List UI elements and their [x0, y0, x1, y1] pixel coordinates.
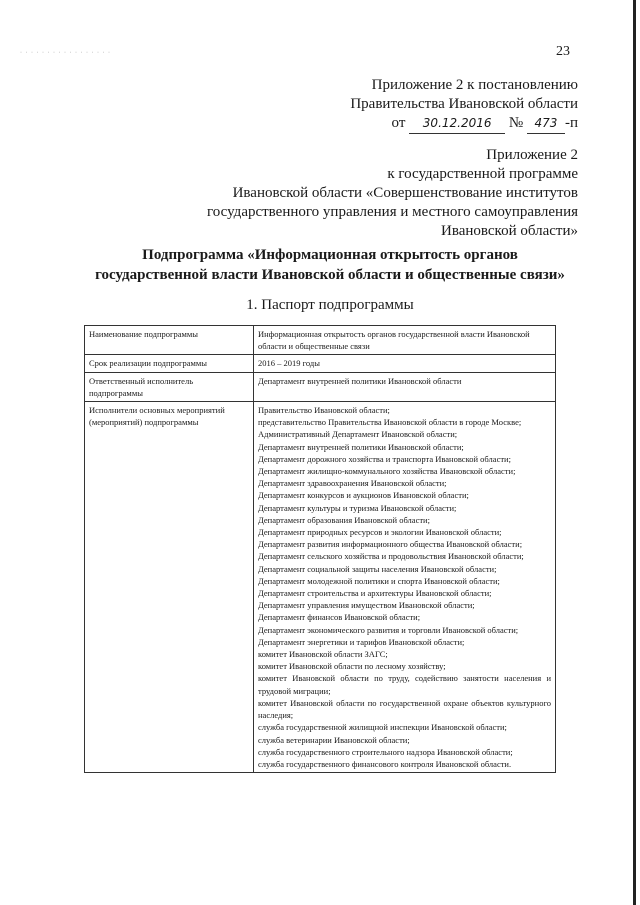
row-label: Исполнители основных мероприятий (мероприятий) подпрограммы — [85, 402, 254, 773]
subprogram-title-line1: Подпрограмма «Информационная открытость органов — [142, 247, 518, 263]
executor-item: комитет Ивановской области по лесному хозяйству; — [258, 661, 446, 672]
subprogram-title — [40, 245, 620, 285]
annex-program-line3: Ивановской области «Совершенствование институтов — [232, 185, 578, 201]
executor-item: Департамент энергетики и тарифов Ивановской области; — [258, 636, 465, 647]
section-heading: 1. Паспорт подпрограммы — [246, 297, 414, 313]
annex-program-line2: к государственной программе — [387, 166, 578, 182]
table-row — [85, 355, 556, 372]
executor-item: Департамент конкурсов и аукционов Ивановской области; — [258, 490, 469, 501]
row-label: Ответственный исполнитель подпрограммы — [85, 372, 254, 401]
annex-program-line1: Приложение 2 — [486, 147, 578, 163]
executor-item: комитет Ивановской области ЗАГС; — [258, 649, 388, 660]
executor-item: представительство Правительства Ивановской области в городе Москве; — [258, 417, 522, 428]
scan-noise: · · · · · · · · · · · · · · · · · — [20, 50, 111, 56]
executor-item: Департамент жилищно-коммунального хозяйства Ивановской области; — [258, 466, 516, 477]
from-prefix: от — [391, 115, 406, 131]
page-number: 23 — [556, 44, 570, 59]
executor-item: Департамент экономического развития и торговли Ивановской области; — [258, 624, 519, 635]
annex-program-header — [207, 146, 578, 241]
executor-item: Департамент внутренней политики Ивановской области; — [258, 441, 464, 452]
executor-item: служба государственного финансового контроля Ивановской области. — [258, 758, 512, 769]
handwritten-date: 30.12.2016 — [409, 114, 505, 134]
executor-item: Департамент здравоохранения Ивановской области; — [258, 478, 447, 489]
annex-resolution-line1: Приложение 2 к постановлению — [371, 77, 578, 93]
executor-item: служба ветеринарии Ивановской области; — [258, 734, 410, 745]
subprogram-title-line2: государственной власти Ивановской области и общественные связи» — [95, 267, 565, 283]
executor-item: Департамент сельского хозяйства и продовольствия Ивановской области; — [258, 551, 524, 562]
table-row — [85, 326, 556, 355]
executor-item: Департамент молодежной политики и спорта Ивановской области; — [258, 575, 500, 586]
executor-item: Департамент образования Ивановской области; — [258, 514, 430, 525]
row-value: 2016 – 2019 годы — [254, 355, 556, 372]
executor-item: Департамент строительства и архитектуры Ивановской области; — [258, 588, 492, 599]
annex-program-line5: Ивановской области» — [441, 223, 578, 239]
executor-item: Департамент культуры и туризма Ивановской области; — [258, 502, 457, 513]
executor-item: комитет Ивановской области по труду, содействию занятости населения и трудовой миграции; — [258, 673, 551, 696]
row-value: Департамент внутренней политики Ивановской области — [254, 372, 556, 401]
executor-item: Департамент развития информационного общества Ивановской области; — [258, 539, 523, 550]
executor-item: комитет Ивановской области по государственной охране объектов культурного наследия; — [258, 697, 551, 721]
executor-item: служба государственного строительного надзора Ивановской области; — [258, 746, 513, 757]
handwritten-number: 473 — [527, 114, 565, 134]
executor-item: Департамент дорожного хозяйства и транспорта Ивановской области; — [258, 453, 511, 464]
number-prefix: № — [508, 115, 524, 131]
row-label: Срок реализации подпрограммы — [85, 355, 254, 372]
row-value: Информационная открытость органов государственной власти Ивановской области и общественные связи — [254, 326, 556, 355]
annex-resolution-date-line — [350, 114, 578, 134]
executor-item: Департамент социальной защиты населения Ивановской области; — [258, 563, 497, 574]
executor-item: Правительство Ивановской области; — [258, 405, 390, 416]
passport-table — [84, 325, 556, 773]
executors-list — [254, 402, 556, 773]
executor-item: служба государственной жилищной инспекции Ивановской области; — [258, 722, 507, 733]
executor-item: Департамент финансов Ивановской области; — [258, 612, 421, 623]
table-row — [85, 402, 556, 773]
table-row — [85, 372, 556, 401]
row-label: Наименование подпрограммы — [85, 326, 254, 355]
annex-resolution-line2: Правительства Ивановской области — [350, 96, 578, 112]
executor-item: Административный Департамент Ивановской области; — [258, 429, 458, 440]
number-suffix: -п — [564, 115, 578, 131]
annex-program-line4: государственного управления и местного самоуправления — [207, 204, 578, 220]
executor-item: Департамент управления имуществом Ивановской области; — [258, 600, 475, 611]
annex-resolution-header — [350, 76, 578, 134]
executor-item: Департамент природных ресурсов и экологии Ивановской области; — [258, 527, 502, 538]
scan-edge-mark — [633, 0, 636, 905]
